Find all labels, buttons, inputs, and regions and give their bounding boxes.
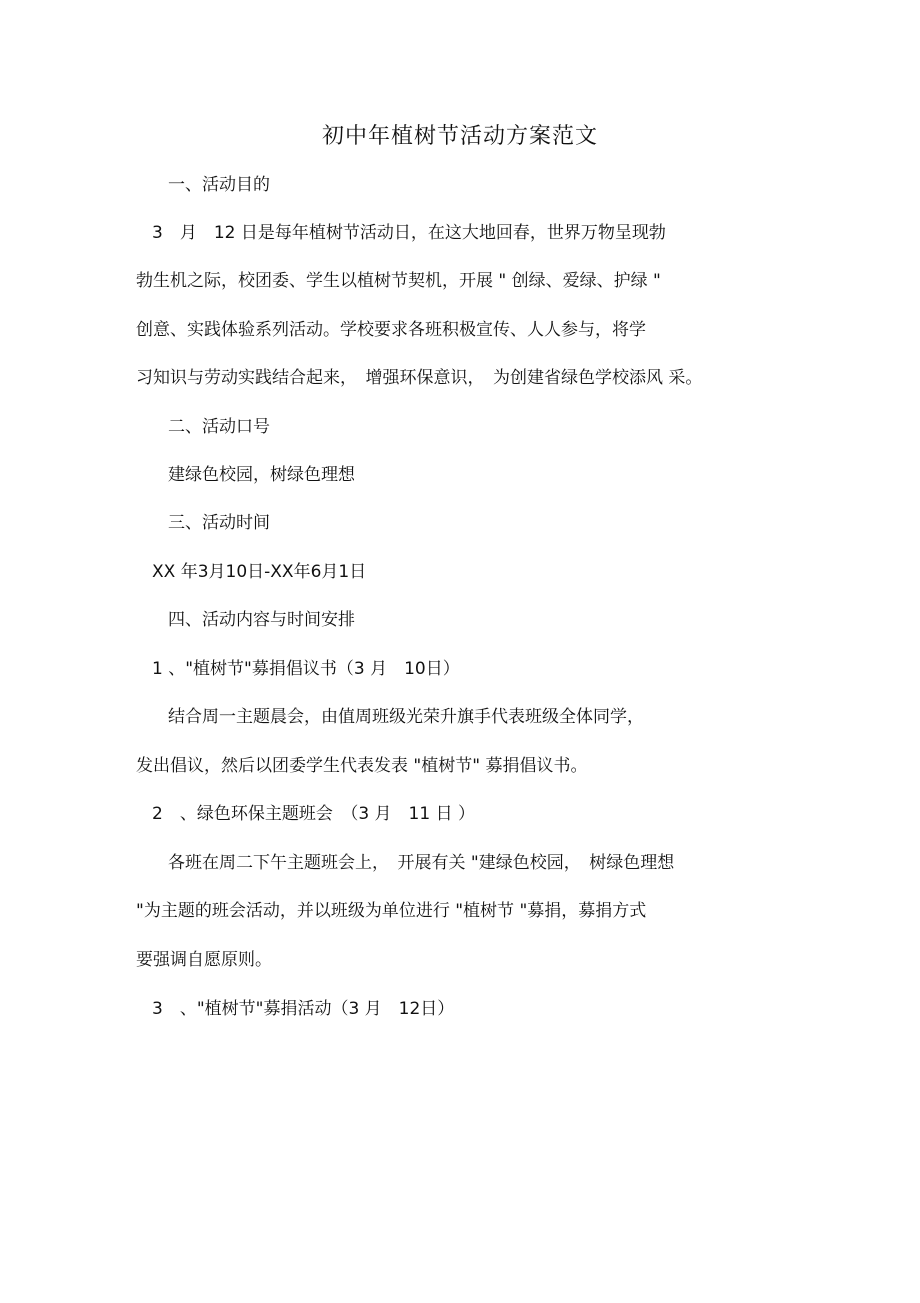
paragraph-line: 创意、实践体验系列活动。学校要求各班积极宣传、人人参与，将学 xyxy=(136,320,646,340)
item-heading-1: 1 、"植树节"募捐倡议书（3 月 10日） xyxy=(152,659,460,679)
section-heading-slogan: 二、活动口号 xyxy=(168,417,270,437)
document-title: 初中年植树节活动方案范文 xyxy=(321,124,598,149)
paragraph-line: 习知识与劳动实践结合起来， 增强环保意识， 为创建省绿色学校添风 采。 xyxy=(136,368,703,388)
section-heading-time: 三、活动时间 xyxy=(168,513,270,533)
item-heading-3: 3 、"植树节"募捐活动（3 月 12日） xyxy=(152,999,455,1019)
paragraph-line: 要强调自愿原则。 xyxy=(136,950,272,970)
paragraph-line: 勃生机之际，校团委、学生以植树节契机，开展 " 创绿、爱绿、护绿 " xyxy=(136,271,661,291)
section-heading-content: 四、活动内容与时间安排 xyxy=(168,610,355,630)
paragraph-line: 结合周一主题晨会，由值周班级光荣升旗手代表班级全体同学， xyxy=(168,707,644,727)
paragraph-line: 发出倡议，然后以团委学生代表发表 "植树节" 募捐倡议书。 xyxy=(136,756,588,776)
paragraph-line: 各班在周二下午主题班会上， 开展有关 "建绿色校园， 树绿色理想 xyxy=(168,853,675,873)
time-range-text: XX 年3月10日-XX年6月1日 xyxy=(152,562,367,582)
paragraph-line: "为主题的班会活动，并以班级为单位进行 "植树节 "募捐，募捐方式 xyxy=(136,901,647,921)
slogan-text: 建绿色校园，树绿色理想 xyxy=(168,465,355,485)
section-heading-purpose: 一、活动目的 xyxy=(168,175,270,195)
item-heading-2: 2 、绿色环保主题班会 （3 月 11 日 ） xyxy=(152,804,475,824)
paragraph-line: 3 月 12 日是每年植树节活动日，在这大地回春，世界万物呈现勃 xyxy=(152,223,666,243)
